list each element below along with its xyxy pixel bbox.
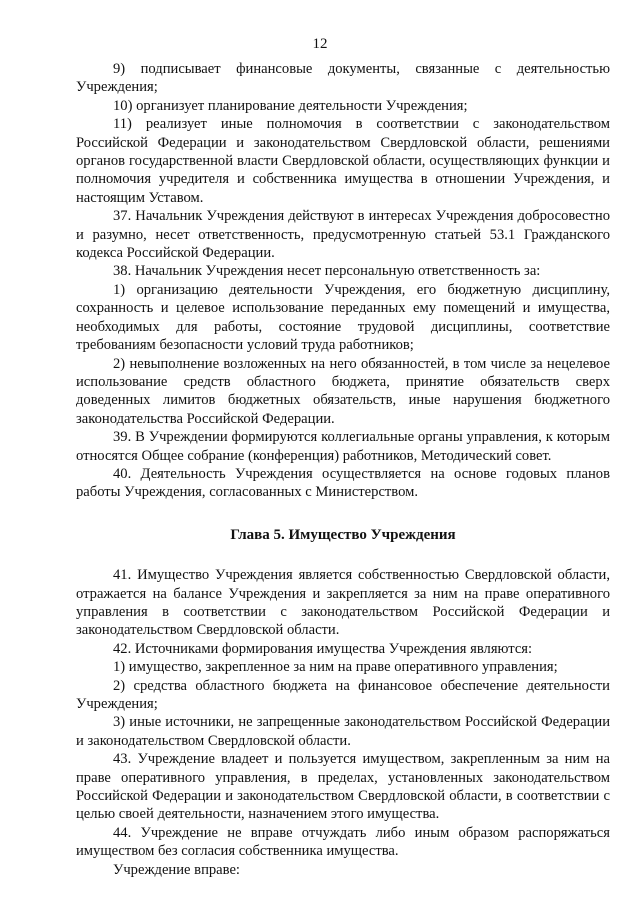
- paragraph-42: 42. Источниками формирования имущества Учреждения являются:: [113, 640, 533, 657]
- paragraph-38-item-1: 1) организацию деятельности Учреждения, его бюджетную дисциплину, сохранность и целевое использование переданных ему помещений и имущества, необходимых для работы, состояние трудовой дисциплины, соответствие требованиям безопасности условий труда работников;: [76, 281, 610, 354]
- paragraph-42-item-2: 2) средства областного бюджета на финансовое обеспечение деятельности Учреждения;: [76, 677, 610, 712]
- paragraph-43: 43. Учреждение владеет и пользуется имуществом, закрепленным за ним на праве оперативного управления, в пределах, установленных законодательством Российской Федерации и законодательством Свердловской области, в соответствии с целью своей деятельности, назначением этого имущества.: [76, 751, 610, 823]
- paragraph-42-item-3: 3) иные источники, не запрещенные законодательством Российской Федерации и законодательством Свердловской области.: [76, 714, 610, 749]
- document-body: [76, 60, 610, 879]
- chapter-heading: Глава 5. Имущество Учреждения: [230, 526, 456, 543]
- paragraph-item-10: 10) организует планирование деятельности Учреждения;: [113, 97, 468, 114]
- page-number: 12: [312, 36, 328, 52]
- paragraph-39: 39. В Учреждении формируются коллегиальные органы управления, к которым относятся Общее собрание (конференция) работников, Методический совет.: [76, 429, 610, 464]
- paragraph-42-item-1: 1) имущество, закрепленное за ним на праве оперативного управления;: [113, 659, 558, 676]
- paragraph-44-continuation: Учреждение вправе:: [113, 861, 240, 878]
- paragraph-37: 37. Начальник Учреждения действуют в интересах Учреждения добросовестно и разумно, несет ответственность, предусмотренную статьей 53.1 Гражданского кодекса Российской Федерации.: [76, 208, 610, 262]
- paragraph-44: 44. Учреждение не вправе отчуждать либо иным образом распоряжаться имуществом без согласия собственника имущества.: [76, 824, 610, 860]
- paragraph-item-11: 11) реализует иные полномочия в соответствии с законодательством Российской Федерации и законодательством Свердловской области, решениями органов государственной власти Свердловской области, осуществляющих функции и полномочия учредителя и собственника имущества в отношении Учреждения, и настоящим Уставом.: [76, 116, 610, 206]
- paragraph-item-9: 9) подписывает финансовые документы, связанные с деятельностью Учреждения;: [76, 61, 610, 96]
- paragraph-38: 38. Начальник Учреждения несет персональную ответственность за:: [113, 263, 541, 280]
- paragraph-41: 41. Имущество Учреждения является собственностью Свердловской области, отражается на балансе Учреждения и закрепляется за ним на праве оперативного управления в соответствии с законодательством Российской Федерации и законодательством Свердловской области.: [76, 567, 610, 639]
- paragraph-40: 40. Деятельность Учреждения осуществляется на основе годовых планов работы Учреждения, согласованных с Министерством.: [76, 465, 610, 501]
- paragraph-38-item-2: 2) невыполнение возложенных на него обязанностей, в том числе за нецелевое использование средств областного бюджета, принятие обязательств сверх доведенных лимитов бюджетных обязательств, иные нарушения бюджетного законодательства Российской Федерации.: [76, 355, 610, 427]
